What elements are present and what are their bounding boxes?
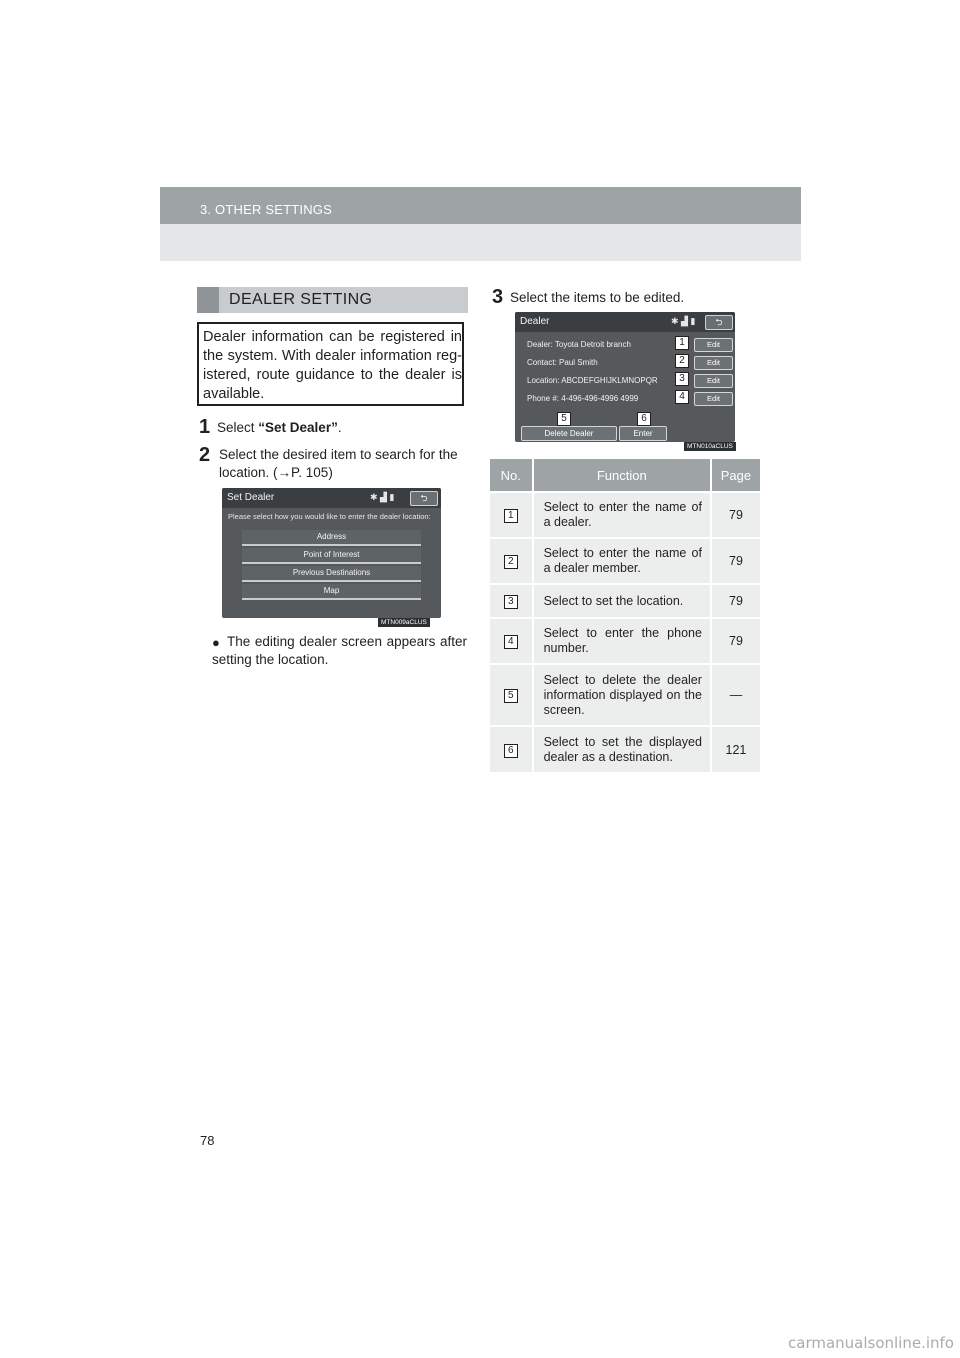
- option-previous-destinations-button[interactable]: Previous Destinations: [242, 566, 421, 582]
- status-icons: ✱ ▟ ▮: [671, 316, 696, 326]
- page-number: 78: [200, 1133, 215, 1148]
- table-header-row: [490, 459, 760, 492]
- delete-dealer-button[interactable]: Delete Dealer: [521, 426, 617, 441]
- option-address-button[interactable]: Address: [242, 530, 421, 546]
- back-button[interactable]: ⮌: [705, 315, 733, 330]
- row-page: —: [711, 664, 760, 726]
- row-function: Select to enter the phone number.: [533, 618, 711, 664]
- status-icons: ✱ ▟ ▮: [370, 492, 395, 502]
- table-row: [490, 726, 760, 772]
- header-band-lower: [160, 224, 801, 261]
- option-map-button[interactable]: Map: [242, 584, 421, 600]
- row-number: 2: [504, 555, 518, 569]
- row-function: Select to enter the name of a dealer member.: [533, 538, 711, 584]
- row-page: 79: [711, 492, 760, 538]
- edit-location-button[interactable]: Edit: [694, 374, 733, 388]
- callout-2: 2: [675, 354, 689, 368]
- row-page: 79: [711, 584, 760, 618]
- section-heading: [197, 287, 468, 313]
- screen-title: Set Dealer: [227, 492, 275, 503]
- step-3: [492, 288, 684, 307]
- step-text: Select the desired item to search for the location. (→P. 105): [219, 447, 458, 480]
- section-heading-text: DEALER SETTING: [229, 291, 373, 308]
- row-number: 5: [504, 689, 518, 703]
- back-button[interactable]: ⮌: [410, 491, 438, 506]
- table-row: [490, 538, 760, 584]
- section-breadcrumb: 3. OTHER SETTINGS: [200, 202, 332, 217]
- callout-3: 3: [675, 372, 689, 386]
- step-text-end: .: [337, 420, 342, 435]
- table-row: [490, 664, 760, 726]
- edit-phone-button[interactable]: Edit: [694, 392, 733, 406]
- header-function: Function: [533, 459, 711, 492]
- edit-contact-button[interactable]: Edit: [694, 356, 733, 370]
- step-number: 1: [199, 416, 211, 438]
- row-page: 79: [711, 618, 760, 664]
- step-text: Select the items to be edited.: [510, 290, 685, 305]
- step-2: [199, 446, 469, 482]
- row-number: 4: [504, 635, 518, 649]
- step-number: 3: [492, 286, 504, 308]
- figure-code: MTN010aCLUS: [684, 442, 736, 451]
- row-function: Select to delete the dealer information displayed on the screen.: [533, 664, 711, 726]
- location-row: Location: ABCDEFGHIJKLMNOPQR: [527, 376, 658, 385]
- dealer-row: Dealer: Toyota Detroit branch: [527, 340, 631, 349]
- table-row: [490, 618, 760, 664]
- step-1: [199, 418, 342, 437]
- table-row: [490, 584, 760, 618]
- table-row: [490, 492, 760, 538]
- function-table: [490, 459, 760, 772]
- row-function: Select to set the location.: [533, 584, 711, 618]
- callout-1: 1: [675, 336, 689, 350]
- header-page: Page: [711, 459, 760, 492]
- row-number: 3: [504, 595, 518, 609]
- dealer-screen: [515, 312, 735, 442]
- step-number: 2: [199, 444, 211, 466]
- intro-box: Dealer information can be registered in the system. With dealer information reg-istered, route guidance to the dealer is available.: [197, 322, 464, 406]
- row-function: Select to set the displayed dealer as a destination.: [533, 726, 711, 772]
- phone-row: Phone #: 4-496-496-4996 4999: [527, 394, 639, 403]
- bullet-icon: ●: [212, 635, 220, 650]
- bullet-text: The editing dealer screen appears after setting the location.: [212, 634, 467, 667]
- edit-dealer-button[interactable]: Edit: [694, 338, 733, 352]
- row-function: Select to enter the name of a dealer.: [533, 492, 711, 538]
- enter-button[interactable]: Enter: [619, 426, 667, 441]
- callout-5: 5: [557, 412, 571, 426]
- screen-title: Dealer: [520, 316, 550, 327]
- bullet-note: [212, 633, 467, 669]
- figure-code: MTN009aCLUS: [378, 618, 430, 627]
- row-page: 121: [711, 726, 760, 772]
- row-page: 79: [711, 538, 760, 584]
- row-number: 1: [504, 509, 518, 523]
- step-keyword: “Set Dealer”: [258, 420, 338, 435]
- watermark: carmanualsonline.info: [788, 1334, 954, 1352]
- header-no: No.: [490, 459, 533, 492]
- screen-prompt: Please select how you would like to enter the dealer location:: [228, 512, 431, 521]
- section-heading-marker: [197, 287, 219, 313]
- row-number: 6: [504, 744, 518, 758]
- step-text: Select: [217, 420, 259, 435]
- option-poi-button[interactable]: Point of Interest: [242, 548, 421, 564]
- contact-row: Contact: Paul Smith: [527, 358, 598, 367]
- set-dealer-screen: [222, 488, 441, 618]
- callout-6: 6: [637, 412, 651, 426]
- callout-4: 4: [675, 390, 689, 404]
